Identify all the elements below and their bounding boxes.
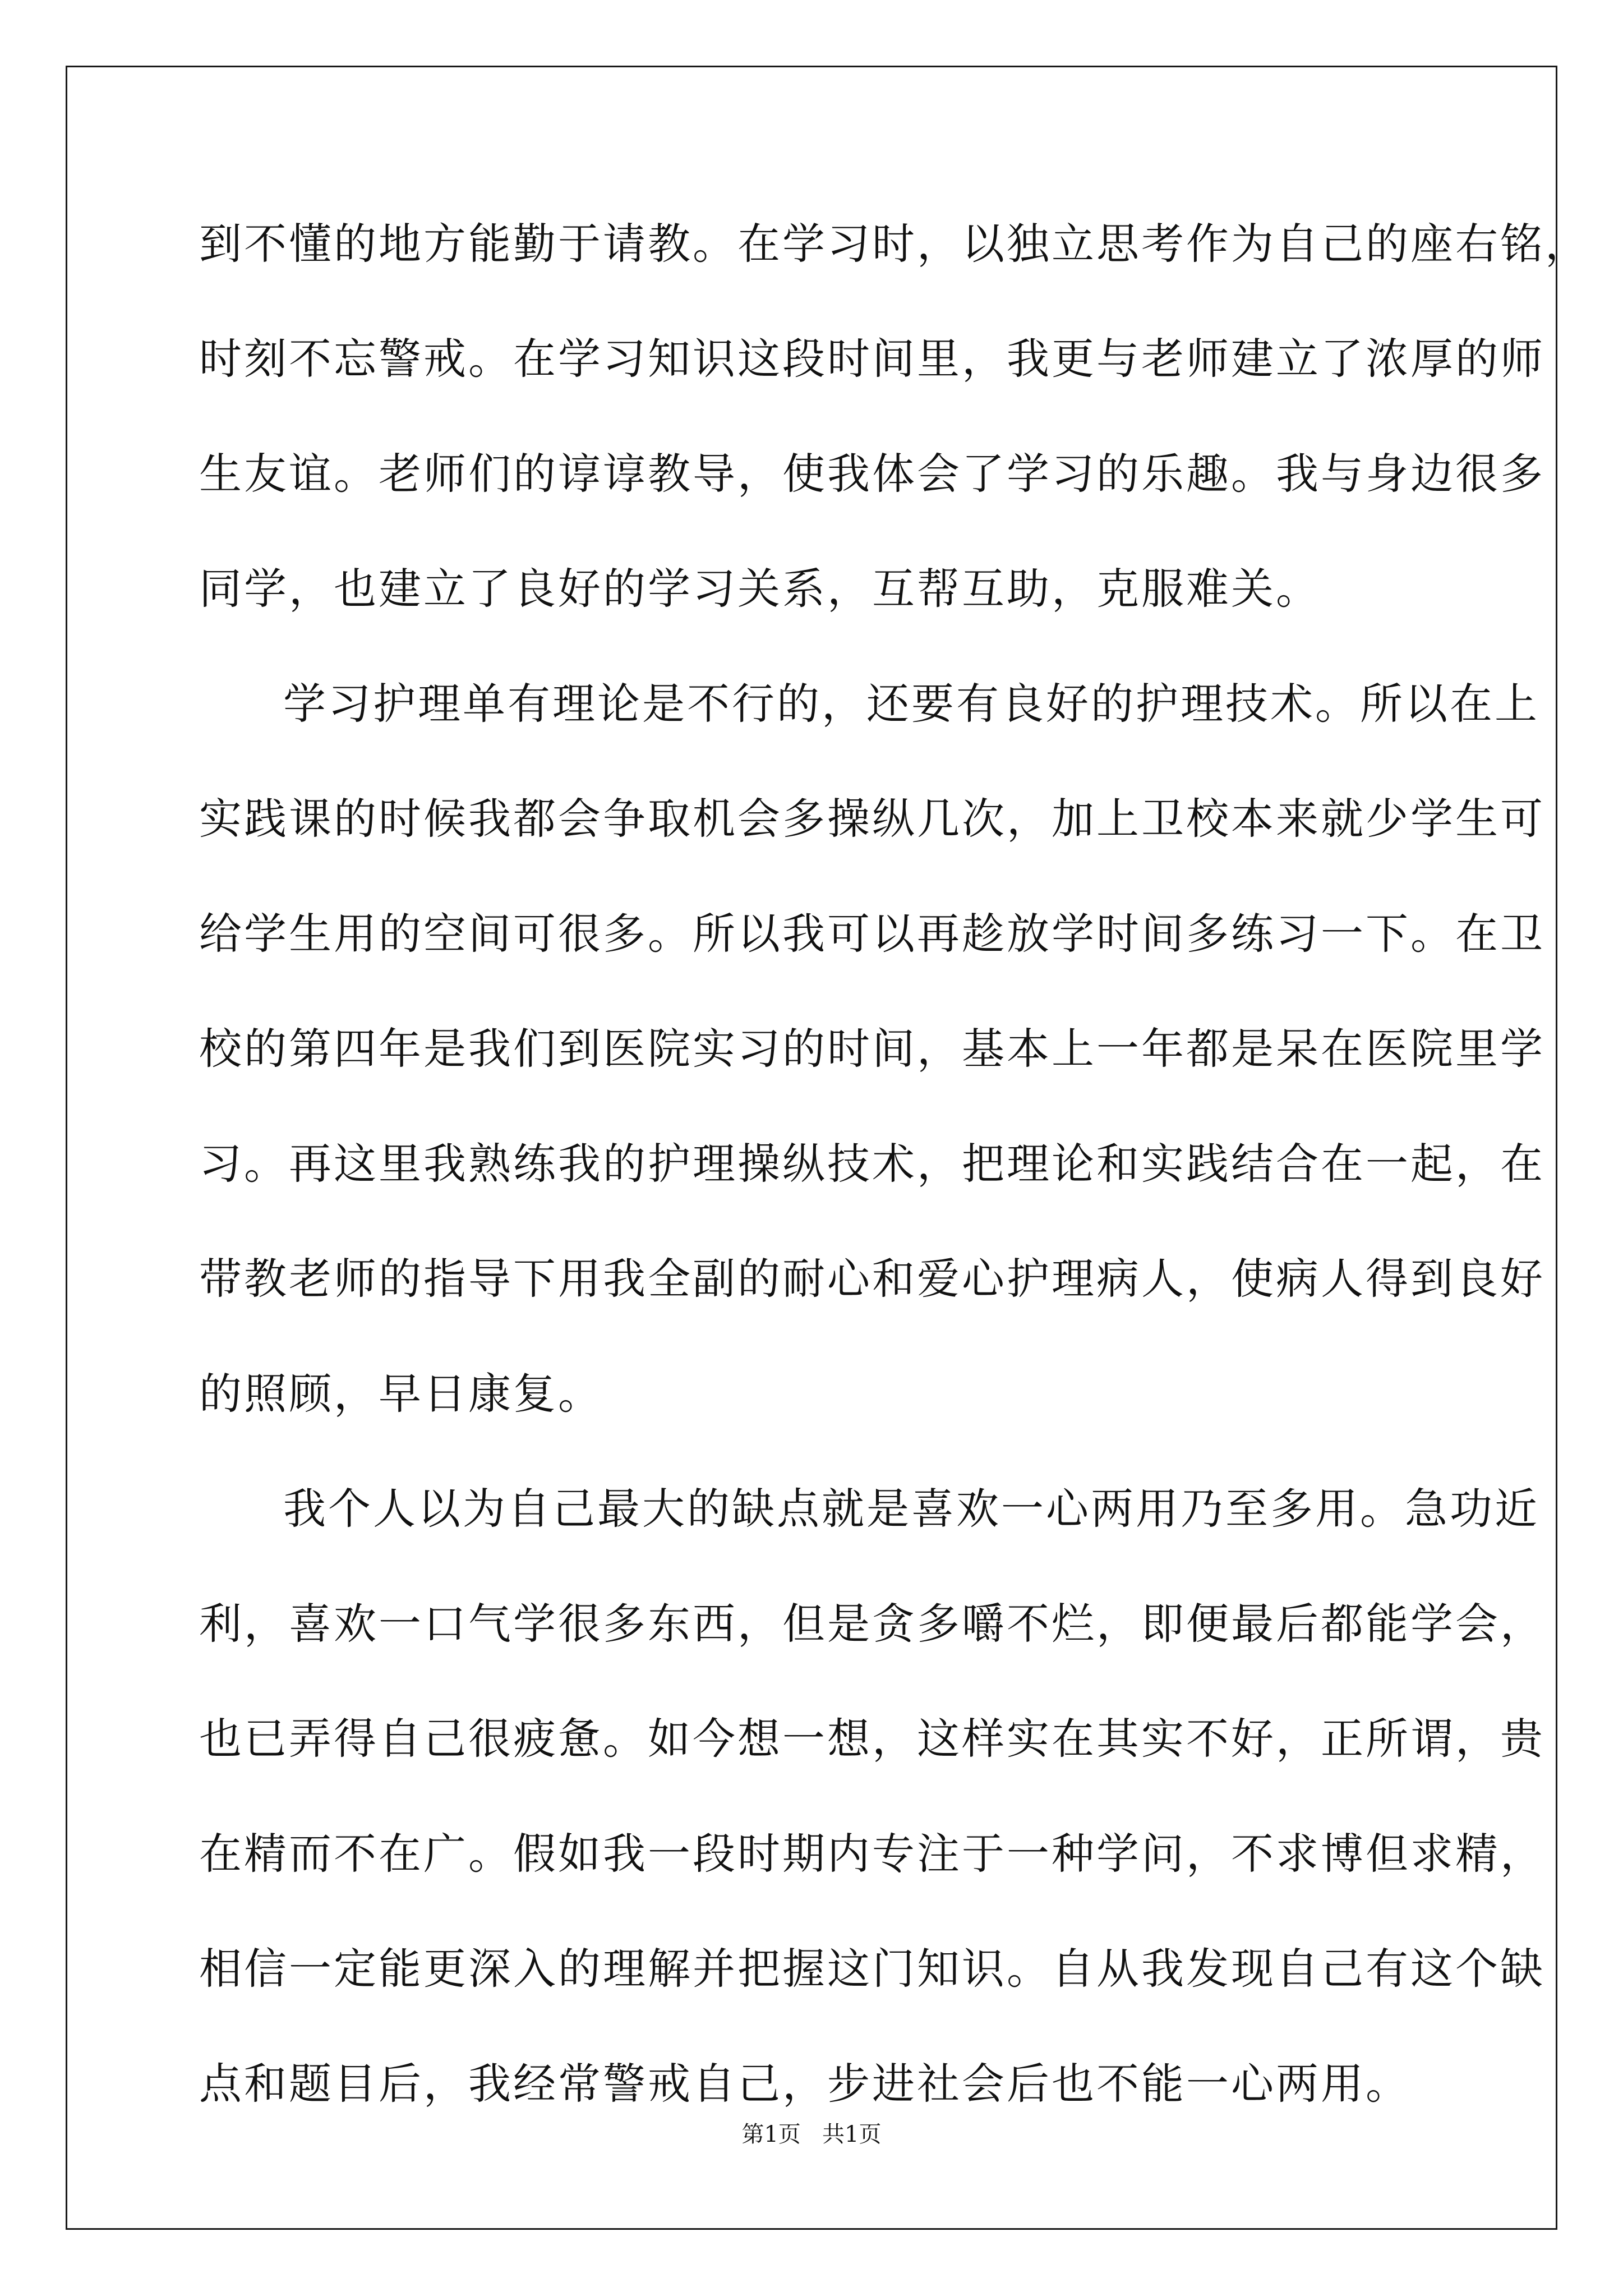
- text-line: 给学生用的空间可很多。所以我可以再趁放学时间多练习一下。在卫: [199, 909, 1545, 959]
- text-line: 点和题目后，我经常警戒自己，步进社会后也不能一心两用。: [199, 2059, 1410, 2109]
- text-line: 实践课的时候我都会争取机会多操纵几次，加上卫校本来就少学生可: [199, 794, 1545, 844]
- text-line: 时刻不忘警戒。在学习知识这段时间里，我更与老师建立了浓厚的师: [199, 334, 1545, 384]
- text-line: 也已弄得自己很疲惫。如今想一想，这样实在其实不好，正所谓，贵: [199, 1714, 1545, 1764]
- text-line: 相信一定能更深入的理解并把握这门知识。自从我发现自己有这个缺: [199, 1944, 1545, 1994]
- document-body: [199, 210, 1590, 2165]
- text-line: 到不懂的地方能勤于请教。在学习时，以独立思考作为自己的座右铭，: [199, 219, 1590, 269]
- text-line: 利，喜欢一口气学很多东西，但是贪多嚼不烂，即便最后都能学会，: [199, 1599, 1545, 1649]
- text-line: 校的第四年是我们到医院实习的时间，基本上一年都是呆在医院里学: [199, 1024, 1545, 1074]
- page-number-footer: 第1页 共1页: [741, 2122, 882, 2147]
- text-line: 同学，也建立了良好的学习关系，互帮互助，克服难关。: [199, 564, 1321, 614]
- text-line: 习。再这里我熟练我的护理操纵技术，把理论和实践结合在一起，在: [199, 1139, 1545, 1189]
- text-line: 带教老师的指导下用我全副的耐心和爱心护理病人，使病人得到良好: [199, 1254, 1545, 1304]
- paragraph-first-line: 学习护理单有理论是不行的，还要有良好的护理技术。所以在上: [283, 679, 1539, 729]
- text-line: 在精而不在广。假如我一段时期内专注于一种学问，不求博但求精，: [199, 1829, 1545, 1879]
- paragraph-first-line: 我个人以为自己最大的缺点就是喜欢一心两用乃至多用。急功近: [283, 1484, 1539, 1534]
- text-line: 的照顾，早日康复。: [199, 1369, 603, 1419]
- text-line: 生友谊。老师们的谆谆教导，使我体会了学习的乐趣。我与身边很多: [199, 449, 1545, 499]
